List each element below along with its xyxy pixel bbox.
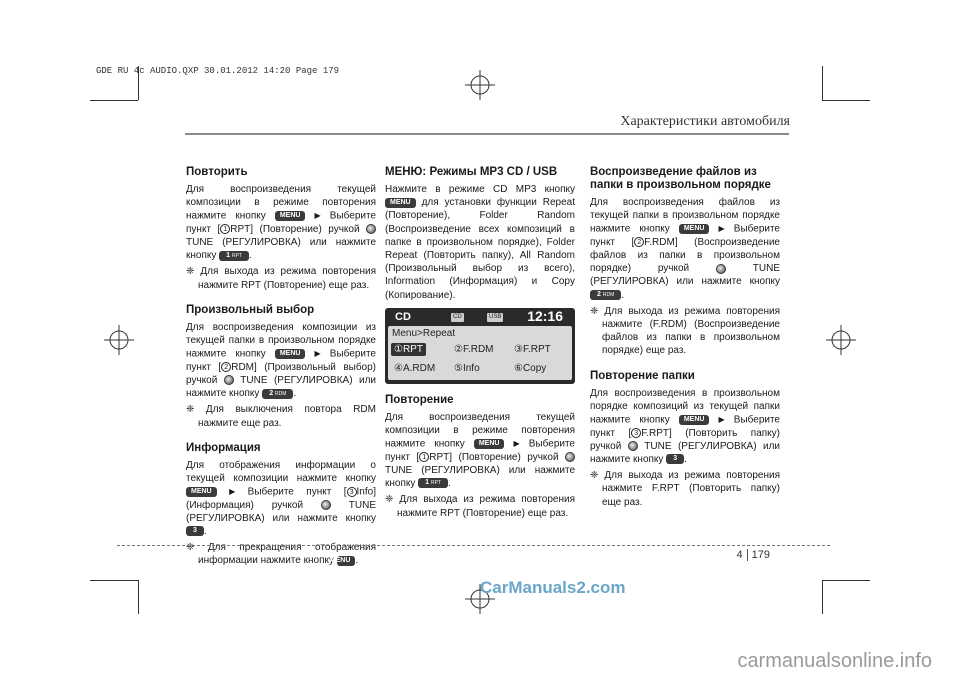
lcd-source: CD	[395, 310, 411, 323]
heading-folder-random: Воспроизведение файлов из папки в произвольном порядке	[590, 166, 771, 191]
lcd-item-copy[interactable]: ⑥Copy	[514, 362, 547, 374]
print-header: GDE RU 4c AUDIO.QXP 30.01.2012 14:20 Page 179	[96, 66, 340, 76]
text: RPT] (Повторение) ручкой	[429, 451, 559, 463]
lcd-item-rpt[interactable]: ①RPT	[391, 343, 426, 356]
menu-button-icon: MENU	[275, 349, 306, 359]
page-number-value: 179	[751, 549, 770, 561]
arrow-right-icon: ▶	[314, 211, 321, 221]
watermark-carmanualsonline: carmanualsonline.info	[737, 650, 932, 672]
lcd-item-info[interactable]: ⑤Info	[454, 362, 480, 374]
menu-button-icon: MENU	[679, 415, 710, 425]
text: Info] (Информация) ручкой	[186, 486, 376, 511]
paragraph	[385, 183, 575, 302]
number-1-icon: 1	[220, 224, 230, 234]
tune-knob-icon	[224, 375, 234, 385]
btn-num: 1	[226, 251, 231, 259]
crop-mark	[822, 580, 870, 581]
lcd-menu-path: Menu>Repeat	[392, 327, 456, 339]
lcd-item-frpt[interactable]: ③F.RPT	[514, 343, 551, 355]
note: ❈ Для выхода из режима повторения нажмите RPT (Повторение) еще раз.	[186, 266, 376, 291]
chapter-number: 4	[736, 549, 743, 561]
arrow-right-icon: ▶	[718, 415, 725, 425]
crop-mark	[822, 100, 870, 101]
button-3-icon: 3	[666, 454, 684, 464]
lcd-menu-panel	[388, 326, 572, 380]
menu-button-icon: MENU	[275, 211, 306, 221]
paragraph: Для воспроизведения в произвольном порядке композиций из текущей папки нажмите кнопку MENU ▶ Выберите пункт [ 3 F.RPT] (Повторить папку) ручкой TUNE (РЕГУЛИРОВКА) или нажмите кнопку 3 .	[590, 387, 781, 465]
section-title: Характеристики автомобиля	[620, 114, 790, 129]
number-2-icon: 2	[634, 237, 644, 247]
button-1-rpt-icon	[418, 478, 448, 488]
number-1-icon: 1	[419, 452, 429, 462]
tune-knob-icon	[628, 441, 638, 451]
number-3-icon: 3	[631, 428, 641, 438]
paragraph: Для воспроизведения текущей композиции в режиме повторения нажмите кнопку MENU ▶ Выберите пункт [ 1 RPT] (Повторение) ручкой TUNE (РЕГУЛИРОВКА) или нажмите кнопку 1 RPT .	[186, 184, 376, 262]
tune-knob-icon	[321, 500, 331, 510]
note: ❈ Для выключения повтора RDM нажмите еще раз.	[186, 404, 376, 429]
lcd-display	[385, 308, 575, 384]
tune-knob-icon	[565, 452, 575, 462]
number-2-icon: 2	[221, 362, 231, 372]
column-1	[186, 166, 376, 580]
lcd-cd-indicator: CD	[453, 313, 462, 320]
note: ❈ Для выхода из режима повторения нажмите F.RPT (Повторить папку) еще раз.	[590, 470, 780, 508]
text: Выберите пункт [	[590, 414, 780, 439]
lcd-usb-indicator: USB	[489, 313, 502, 320]
btn-num: 2	[269, 389, 274, 397]
paragraph: Для отображения информации о текущей композиции нажмите кнопку MENU ▶ Выберите пункт [ 3 Info] (Информация) ручкой TUNE (РЕГУЛИРОВКА) или нажмите кнопку 3 .	[186, 459, 376, 538]
heading-repeat: Повторить	[186, 166, 248, 178]
paragraph: Для воспроизведения файлов из текущей папки в произвольном порядке нажмите кнопку MENU ▶ Выберите пункт [ 2 F.RDM] (Воспроизведение файлов из папки в произвольном порядке) ручкой TUNE (РЕГУЛИРОВКА) или нажмите кнопку 2 RDM .	[590, 197, 781, 301]
registration-mark	[104, 325, 134, 355]
crop-mark	[138, 580, 139, 614]
button-2-rdm-icon	[262, 389, 293, 399]
title-rule	[185, 133, 789, 135]
registration-mark	[465, 70, 495, 100]
arrow-right-icon: ▶	[314, 349, 321, 359]
crop-mark	[90, 100, 138, 101]
text: TUNE (РЕГУЛИРОВКА) или нажмите кнопку	[385, 464, 575, 490]
menu-button-icon: MENU	[474, 439, 505, 449]
arrow-right-icon: ▶	[229, 487, 236, 497]
heading-folder-repeat: Повторение папки	[590, 369, 695, 382]
lcd-item-frdm[interactable]: ②F.RDM	[454, 343, 494, 355]
text: F.RPT] (Повторить папку) ручкой	[590, 427, 780, 452]
text: TUNE (РЕГУЛИРОВКА) или нажмите кнопку	[186, 237, 376, 262]
note: ❈ Для выхода из режима повторения нажмите RPT (Повторение) еще раз.	[385, 494, 575, 519]
menu-button-icon: MENU	[186, 487, 217, 497]
btn-sub: RPT	[232, 252, 243, 259]
text: Для воспроизведения файлов из текущей папки в произвольном порядке нажмите кнопку	[590, 197, 780, 235]
button-2-rdm-icon	[590, 290, 621, 300]
text: Нажмите в режиме CD MP3 кнопку	[385, 184, 575, 195]
text: Для отображения информации о текущей композиции нажмите кнопку	[186, 459, 376, 484]
note: ❈ Для прекращения отображения информации нажмите кнопку MENU .	[186, 542, 376, 567]
paragraph: Для воспроизведения композиции из текущей папки в произвольном порядке нажмите кнопку MENU ▶ Выберите пункт [ 2 RDM] (Произвольный выбор) ручкой TUNE (РЕГУЛИРОВКА) или нажмите кнопку 2 RDM .	[186, 321, 377, 400]
btn-sub: RPT	[431, 480, 442, 487]
note: ❈ Для выхода из режима повторения нажмите (F.RDM) (Воспроизведение файлов из папки в произвольном порядке) еще раз.	[590, 305, 780, 357]
menu-button-icon: MENU	[385, 198, 416, 208]
btn-sub: RDM	[275, 390, 287, 397]
menu-button-icon: MENU	[679, 224, 710, 234]
registration-mark	[826, 325, 856, 355]
lcd-status-bar	[389, 307, 571, 325]
text: для установки функции Repeat (Повторение), Folder Random (Воспроизведение всех композиций в папке в произвольном порядке), Folder Repeat (Повторить папку), All Random (Произвольный выбор из всего), Information (Информация) и Copy (Копирование).	[385, 197, 575, 301]
text: TUNE (РЕГУЛИРОВКА) или нажмите кнопку	[590, 440, 781, 465]
heading-repeat: Повторение	[385, 393, 454, 406]
tune-knob-icon	[716, 264, 726, 274]
lcd-item-ardm[interactable]: ④A.RDM	[394, 362, 436, 374]
arrow-right-icon: ▶	[513, 439, 520, 449]
menu-button-icon: MENU	[337, 556, 356, 566]
crop-mark	[822, 66, 823, 100]
column-3	[590, 166, 780, 521]
text: Для воспроизведения композиции из текущей папки в произвольном порядке нажмите кнопку	[186, 321, 376, 360]
number-3-icon: 3	[347, 487, 357, 497]
button-1-rpt-icon	[219, 251, 249, 261]
heading-menu-modes: МЕНЮ: Режимы MP3 CD / USB	[385, 166, 558, 178]
text: RPT] (Повторение) ручкой	[230, 223, 360, 235]
text: RDM] (Произвольный выбор) ручкой	[186, 361, 377, 386]
text: Выберите пункт [	[247, 486, 347, 498]
heading-random: Произвольный выбор	[186, 303, 315, 316]
button-3-icon: 3	[186, 526, 204, 536]
tune-knob-icon	[366, 224, 376, 234]
text: TUNE (РЕГУЛИРОВКА) или нажмите кнопку	[186, 499, 376, 524]
text: Выберите пункт [	[186, 210, 376, 235]
btn-num: 2	[597, 291, 601, 299]
lcd-clock: 12:16	[527, 307, 563, 324]
text: F.RDM] (Воспроизведение файлов из папки в произвольном порядке) ручкой	[590, 236, 780, 275]
btn-sub: RDM	[602, 292, 615, 299]
text: Для воспроизведения текущей композиции в режиме повторения нажмите кнопку	[385, 411, 575, 450]
crop-mark	[90, 580, 138, 581]
text: Выберите пункт [	[385, 438, 575, 463]
paragraph: Для воспроизведения текущей композиции в режиме повторения нажмите кнопку MENU ▶ Выберите пункт [ 1 RPT] (Повторение) ручкой TUNE (РЕГУЛИРОВКА) или нажмите кнопку 1 RPT .	[385, 411, 575, 490]
arrow-right-icon: ▶	[718, 224, 725, 234]
column-2	[385, 166, 575, 532]
btn-num: 1	[425, 479, 430, 487]
heading-info: Информация	[186, 441, 261, 454]
text: Выберите пункт [	[590, 223, 780, 248]
footer-dashed-rule	[117, 545, 830, 546]
text: ❈ Для прекращения отображения информации нажмите кнопку	[186, 542, 376, 567]
text: TUNE (РЕГУЛИРОВКА) или нажмите кнопку	[186, 374, 377, 400]
crop-mark	[822, 580, 823, 614]
page-separator	[747, 549, 748, 561]
text: TUNE (РЕГУЛИРОВКА) или нажмите кнопку	[590, 263, 781, 288]
page-number	[737, 549, 770, 561]
text: Выберите пункт [	[186, 348, 376, 373]
text: Для воспроизведения в произвольном порядке композиций из текущей папки нажмите кнопку	[590, 387, 780, 426]
text: Для воспроизведения текущей композиции в режиме повторения нажмите кнопку	[186, 184, 376, 222]
watermark-carmanuals2: CarManuals2.com	[480, 578, 626, 597]
